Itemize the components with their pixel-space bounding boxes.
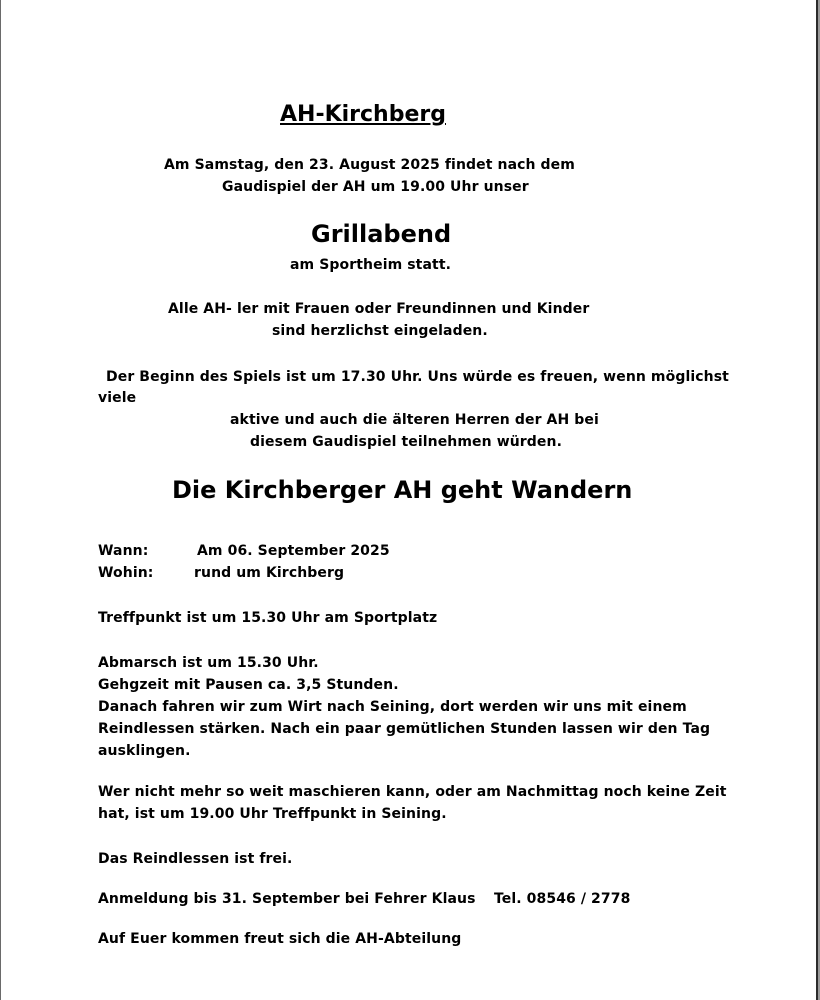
document-title: AH-Kirchberg (280, 102, 446, 127)
grill-intro-line-1: Am Samstag, den 23. August 2025 findet nach dem (164, 157, 575, 173)
grill-game-line-4: diesem Gaudispiel teilnehmen würden. (250, 434, 562, 450)
hike-signup: Anmeldung bis 31. September bei Fehrer Klaus (98, 891, 476, 907)
hike-free-meal: Das Reindlessen ist frei. (98, 851, 293, 867)
grill-intro-line-2: Gaudispiel der AH um 19.00 Uhr unser (222, 179, 529, 195)
grill-game-line-2: viele (98, 390, 137, 406)
hike-after-line-3: ausklingen. (98, 743, 191, 759)
hike-after-line-1: Danach fahren wir zum Wirt nach Seining, dort werden wir uns mit einem (98, 699, 687, 715)
hike-after-line-2: Reindlessen stärken. Nach ein paar gemütlichen Stunden lassen wir den Tag (98, 721, 711, 737)
hike-closing: Auf Euer kommen freut sich die AH-Abteilung (98, 931, 462, 947)
grill-heading: Grillabend (311, 220, 452, 248)
hike-depart: Abmarsch ist um 15.30 Uhr. (98, 655, 319, 671)
hike-when-label: Wann: (98, 543, 149, 559)
grill-invite-line-1: Alle AH- ler mit Frauen oder Freundinnen und Kinder (168, 301, 590, 317)
hike-meeting: Treffpunkt ist um 15.30 Uhr am Sportplatz (98, 610, 438, 626)
hike-when-value: Am 06. September 2025 (197, 543, 390, 559)
grill-place: am Sportheim statt. (290, 257, 452, 273)
grill-game-line-1: Der Beginn des Spiels ist um 17.30 Uhr. Uns würde es freuen, wenn möglichst (106, 369, 729, 385)
grill-invite-line-2: sind herzlichst eingeladen. (272, 323, 488, 339)
hike-late-line-1: Wer nicht mehr so weit maschieren kann, oder am Nachmittag noch keine Zeit (98, 784, 727, 800)
grill-game-line-3: aktive und auch die älteren Herren der AH bei (230, 412, 599, 428)
hike-late-line-2: hat, ist um 19.00 Uhr Treffpunkt in Seining. (98, 806, 447, 822)
hike-where-value: rund um Kirchberg (194, 565, 345, 581)
hike-phone: Tel. 08546 / 2778 (494, 891, 631, 907)
hike-walktime: Gehgzeit mit Pausen ca. 3,5 Stunden. (98, 677, 399, 693)
hike-where-label: Wohin: (98, 565, 154, 581)
hike-heading: Die Kirchberger AH geht Wandern (172, 476, 633, 504)
